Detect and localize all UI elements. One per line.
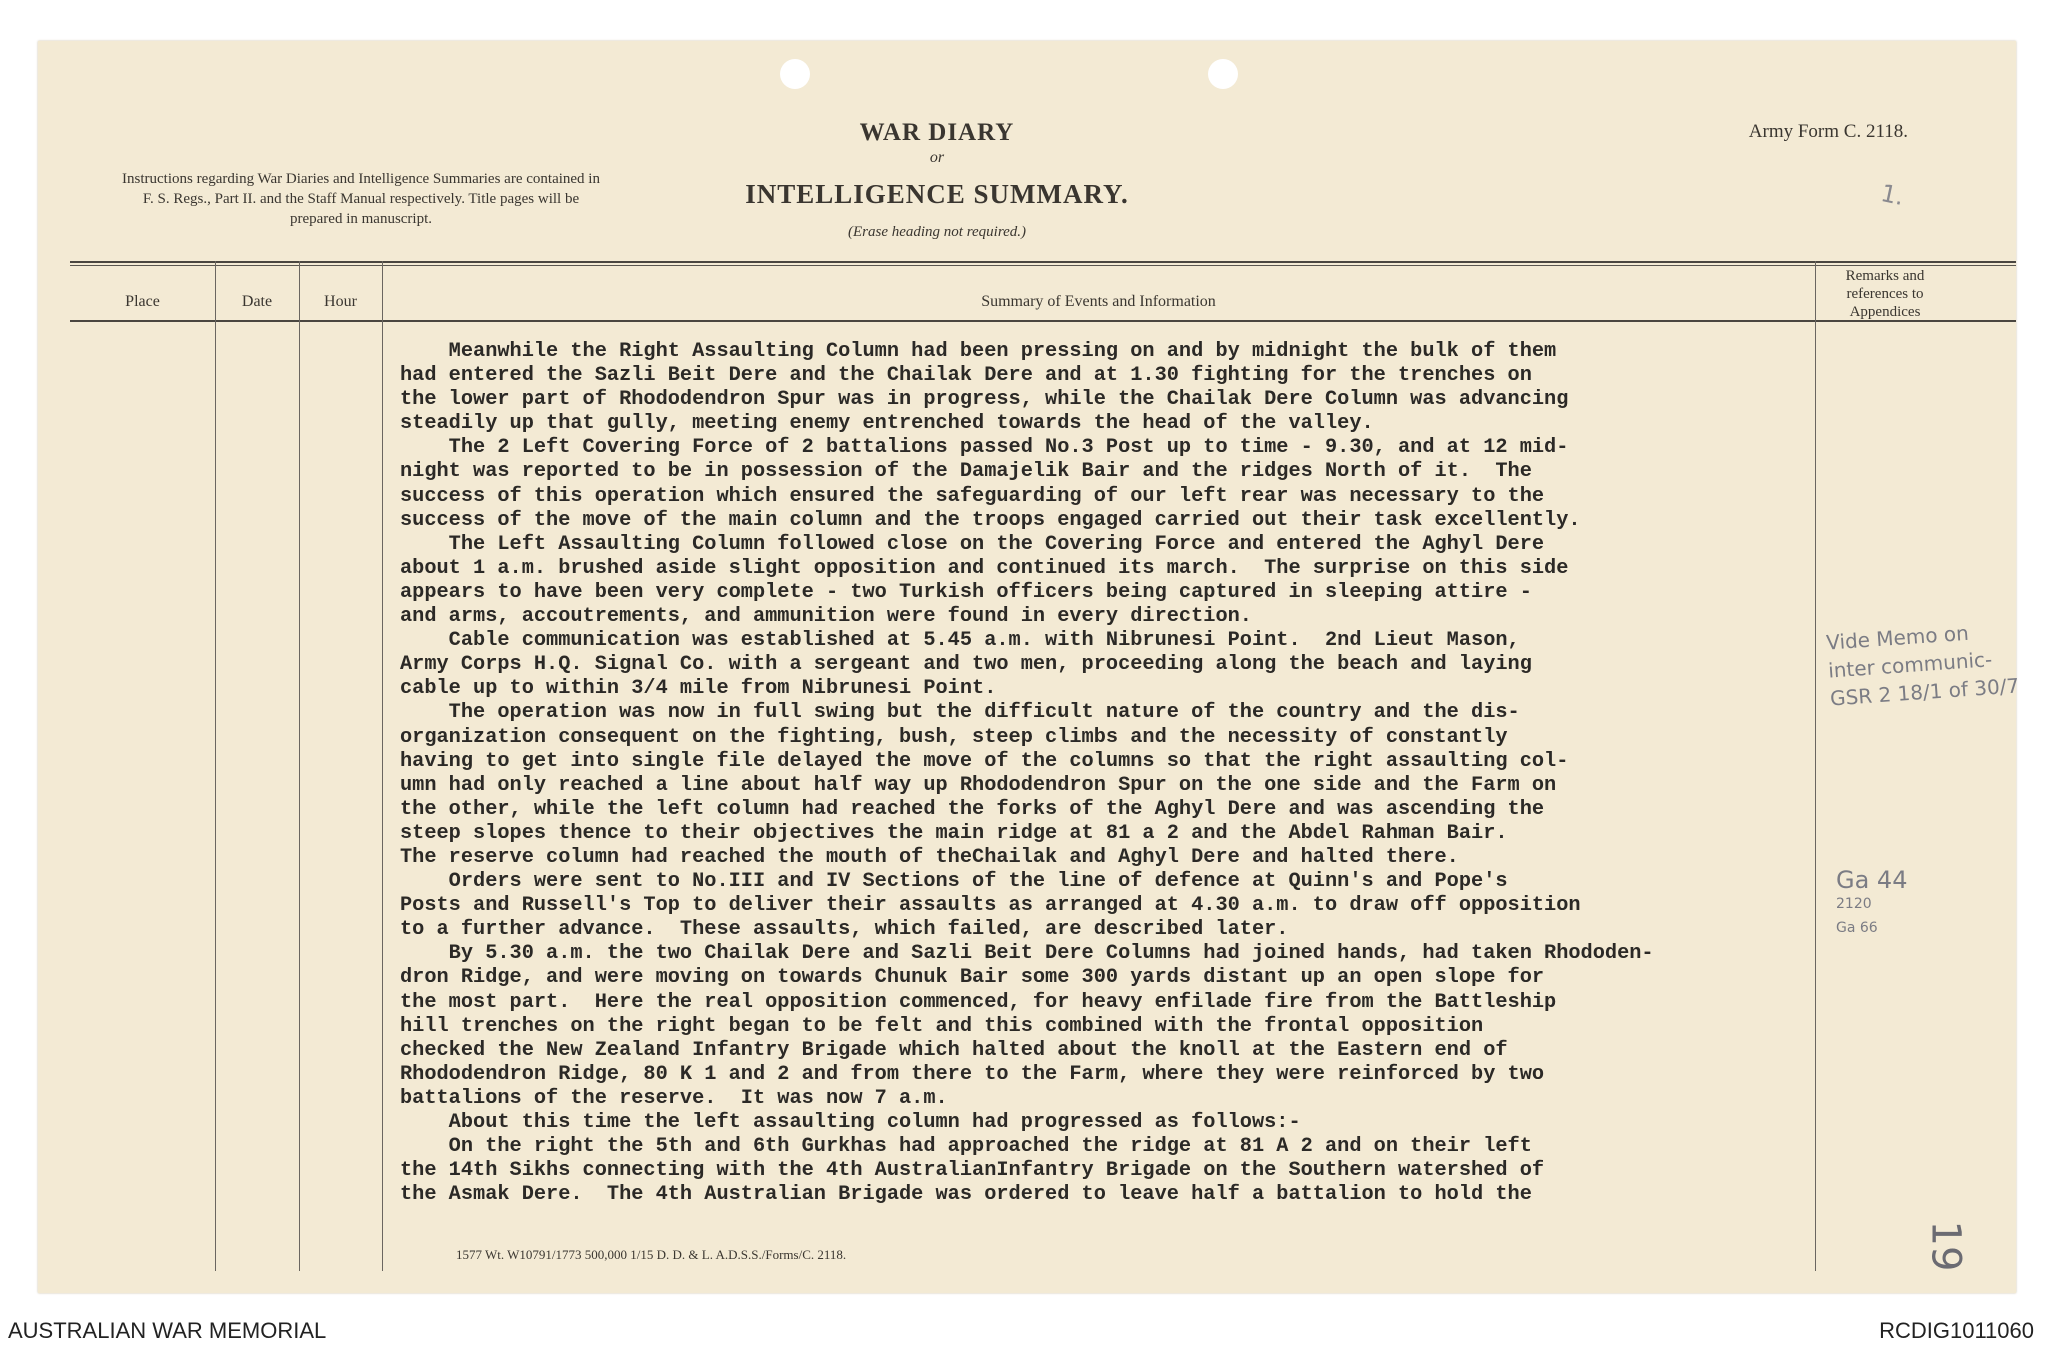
summary-line: Meanwhile the Right Assaulting Column had been pressing on and by midnight the bulk of them	[400, 340, 1557, 363]
remark-sub: 2120	[1836, 896, 1872, 912]
summary-line: had entered the Sazli Beit Dere and the Chailak Dere and at 1.30 fighting for the trenches on	[400, 364, 1532, 388]
summary-line: hill trenches on the right began to be felt and this combined with the frontal opposition	[400, 1014, 1484, 1038]
footer-credit: AUSTRALIAN WAR MEMORIAL	[8, 1318, 327, 1343]
summary-line: battalions of the reserve. It was now 7 a.m.	[400, 1086, 948, 1110]
summary-line: Rhododendron Ridge, 80 K 1 and 2 and from there to the Farm, where they were reinforced by two	[400, 1062, 1545, 1086]
summary-line: dron Ridge, and were moving on towards Chunuk Bair some 300 yards distant up an open slope for	[400, 966, 1545, 990]
remark-memo-note	[1825, 615, 2020, 712]
summary-line: The 2 Left Covering Force of 2 battalions passed No.3 Post up to time - 9.30, and at 12 mid-	[400, 436, 1569, 460]
summary-line: appears to have been very complete - two Turkish officers being captured in sleeping attire -	[400, 580, 1532, 604]
summary-line: By 5.30 a.m. the two Chailak Dere and Sazli Beit Dere Columns had joined hands, had taken Rhododen-	[400, 942, 1654, 966]
remark-line: Vide Memo on	[1825, 620, 1970, 655]
column-header-remarks: Remarks and references to Appendices	[1845, 268, 1925, 320]
table-top-rule	[70, 261, 2016, 263]
summary-line: steadily up that gully, meeting enemy entrenched towards the head of the valley.	[400, 412, 1374, 436]
summary-line: organization consequent on the fighting, bush, steep climbs and the necessity of constantly	[400, 725, 1508, 749]
summary-line: checked the New Zealand Infantry Brigade which halted about the knoll at the Eastern end of	[400, 1038, 1508, 1062]
summary-line: Orders were sent to No.III and IV Sections of the line of defence at Quinn's and Pope's	[400, 870, 1508, 894]
header-bottom-rule	[70, 320, 2016, 322]
remark-appendix-note	[1836, 868, 1907, 940]
form-subtitle: INTELLIGENCE SUMMARY.	[745, 179, 1129, 209]
page-number: 19	[1922, 1220, 1969, 1272]
summary-line: The operation was now in full swing but the difficult nature of the country and the dis-	[400, 701, 1520, 725]
summary-line: the lower part of Rhododendron Spur was in progress, while the Chailak Dere Column was advancing	[400, 388, 1569, 412]
summary-line: success of the move of the main column and the troops engaged carried out their task excellently.	[400, 508, 1581, 532]
summary-line: the other, while the left column had reached the forks of the Aghyl Dere and was ascending the	[400, 797, 1545, 821]
remark-line: GSR 2 18/1 of 30/7	[1829, 673, 2020, 711]
summary-line: and arms, accoutrements, and ammunition were found in every direction.	[400, 605, 1252, 629]
column-divider	[299, 261, 300, 1271]
summary-line: On the right the 5th and 6th Gurkhas had approached the ridge at 81 A 2 and on their left	[400, 1135, 1532, 1159]
form-title: WAR DIARY	[859, 119, 1015, 146]
instructions-text: Instructions regarding War Diaries and Intelligence Summaries are contained in F. S. Regs., Part II. and the Staff Manual respectively. Title pages will be prepared in manuscript.	[122, 171, 600, 227]
summary-line: the most part. Here the real opposition commenced, for heavy enfilade fire from the Battleship	[400, 990, 1557, 1014]
summary-line: Posts and Russell's Top to deliver their assaults as arranged at 4.30 a.m. to draw off opposition	[400, 894, 1581, 918]
summary-line: about 1 a.m. brushed aside slight opposition and continued its march. The surprise on this side	[400, 556, 1569, 580]
column-divider	[382, 261, 383, 1271]
summary-line: umn had only reached a line about half way up Rhododendron Spur on the one side and the Farm on	[400, 773, 1557, 797]
column-divider	[1815, 261, 1816, 1271]
summary-text	[400, 340, 1810, 1207]
remark-line: inter communic-	[1827, 647, 1993, 683]
remark-sub: Ga 66	[1836, 920, 1878, 936]
footer-id: RCDIG1011060	[1879, 1318, 2034, 1343]
summary-line: having to get into single file delayed the move of the columns so that the right assaulting col-	[400, 749, 1569, 773]
summary-line: The reserve column had reached the mouth of theChailak and Aghyl Dere and halted there.	[400, 845, 1459, 869]
summary-line: Cable communication was established at 5.45 a.m. with Nibrunesi Point. 2nd Lieut Mason,	[400, 629, 1520, 653]
handwritten-mark: 1.	[1878, 178, 1907, 212]
column-header-date: Date	[241, 293, 273, 310]
summary-line: steep slopes thence to their objectives the main ridge at 81 a 2 and the Abdel Rahman Bair.	[400, 821, 1508, 845]
summary-line: night was reported to be in possession of the Damajelik Bair and the ridges North of it. The	[400, 460, 1532, 484]
army-form-number: Army Form C. 2118.	[1748, 121, 1908, 142]
punch-hole	[1208, 59, 1238, 89]
summary-line: to a further advance. These assaults, which failed, are described later.	[400, 918, 1289, 942]
column-header-place: Place	[125, 293, 160, 310]
summary-line: the Asmak Dere. The 4th Australian Brigade was ordered to leave half a battalion to hold the	[400, 1183, 1532, 1207]
summary-line: The Left Assaulting Column followed close on the Covering Force and entered the Aghyl Dere	[400, 532, 1545, 556]
remark-main: Ga 44	[1836, 866, 1908, 894]
column-header-hour: Hour	[324, 293, 357, 310]
summary-line: About this time the left assaulting column had progressed as follows:-	[400, 1111, 1301, 1134]
form-or: or	[929, 149, 945, 166]
summary-line: the 14th Sikhs connecting with the 4th AustralianInfantry Brigade on the Southern watershed of	[400, 1159, 1545, 1183]
punch-hole	[780, 59, 810, 89]
summary-line: success of this operation which ensured the safeguarding of our left rear was necessary to the	[400, 484, 1545, 508]
column-divider	[215, 261, 216, 1271]
summary-line: Army Corps H.Q. Signal Co. with a sergeant and two men, proceeding along the beach and laying	[400, 653, 1532, 677]
table-top-rule-inner	[70, 265, 2016, 266]
summary-line: cable up to within 3/4 mile from Nibrunesi Point.	[400, 677, 997, 701]
printer-line: 1577 Wt. W10791/1773 500,000 1/15 D. D. & L. A.D.S.S./Forms/C. 2118.	[456, 1247, 847, 1262]
column-header-summary: Summary of Events and Information	[981, 293, 1216, 310]
erase-note: (Erase heading not required.)	[847, 224, 1027, 240]
